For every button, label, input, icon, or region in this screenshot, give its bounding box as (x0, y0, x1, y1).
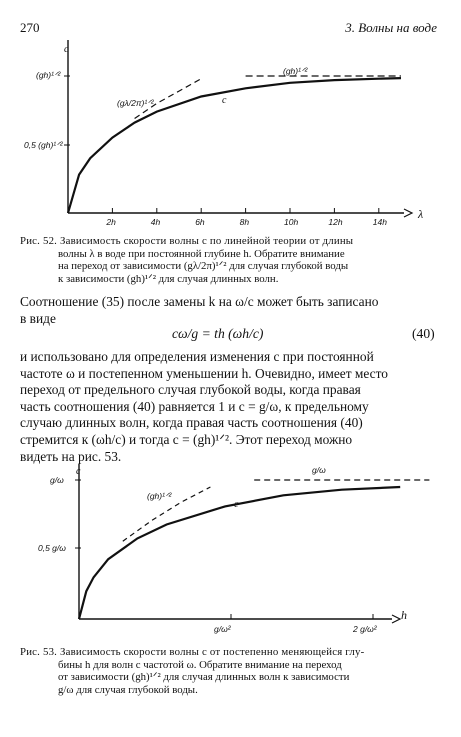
curve-c (79, 487, 400, 619)
x-tick-label: 2h (106, 217, 116, 227)
caption-line: Рис. 52. Зависимость скорости волны c по линейной теории от длины (20, 235, 354, 247)
caption-line: Рис. 53. Зависимость скорости волны c от постепенно меняющейся глу- (20, 646, 365, 658)
f52-x-axis-label: λ (418, 207, 424, 221)
x-tick-label: 6h (195, 217, 205, 227)
f53-label-deep: g/ω (312, 465, 326, 475)
section-title: 3. Волны на воде (345, 20, 437, 35)
f53-label-c: c (234, 499, 239, 510)
f53-label-shallow: (gh)¹ᐟ² (147, 491, 172, 501)
x-axis-arrow (392, 615, 400, 623)
f52-y-axis-label: c (64, 44, 69, 55)
x-tick-label: 12h (328, 217, 343, 227)
text-line: видеть на рис. 53. (20, 448, 122, 464)
f52-label-shallow: (gh)¹ᐟ² (283, 66, 308, 76)
f53-y-axis-label: c (76, 466, 81, 477)
caption-line: бины h для волн с частотой ω. Обратите внимание на переход (58, 658, 342, 671)
x-tick-label: 8h (239, 217, 250, 227)
f52-label-deep: (gλ/2π)¹ᐟ² (117, 98, 154, 108)
text-line: Соотношение (35) после замены k на ω/c может быть записано (20, 294, 379, 309)
f52-y-tick-label-05: 0,5 (gh)¹ᐟ² (24, 140, 63, 150)
f53-y-tick-label-05: 0,5 g/ω (38, 543, 66, 553)
equation-40: cω/g = th (ωh/c) (172, 326, 264, 341)
text-line: и использовано для определения изменения c при постоянной (20, 349, 374, 364)
equation-number: (40) (412, 326, 435, 341)
x-tick-label: 14h (372, 217, 387, 227)
x-tick-label: 4h (150, 217, 161, 227)
f53-x-tick-label-1: g/ω² (214, 624, 231, 634)
text-line: переход от предельного случая глубокой воды, когда правая (20, 382, 361, 398)
figure-53-caption (20, 646, 440, 696)
f52-y-tick-label-1: (gh)¹ᐟ² (36, 70, 61, 80)
caption-line: волны λ в воде при постоянной глубине h. Обратите внимание (58, 247, 345, 260)
f53-x-axis-label: h (401, 608, 407, 622)
text-line: часть соотношения (40) равняется 1 и c = g/ω, к предельному (20, 398, 369, 414)
text-line: случаю длинных волн, когда правая часть соотношения (40) (20, 415, 363, 431)
caption-line: на переход от зависимости (gλ/2π)¹ᐟ² для случая глубокой воды (58, 260, 349, 273)
text-line: стремится к (ωh/c) и тогда c = (gh)¹ᐟ². Этот переход можно (20, 431, 353, 447)
f53-y-tick-label-1: g/ω (50, 475, 64, 485)
caption-line: к зависимости (gh)¹ᐟ² для случая длинных волн. (58, 272, 279, 285)
text-line: частоте ω и постепенном уменьшении h. Очевидно, имеет место (20, 365, 388, 381)
caption-line: от зависимости (gh)¹ᐟ² для случая длинных волн к зависимости (58, 671, 350, 684)
page-number: 270 (20, 20, 40, 35)
text-line: в виде (20, 310, 56, 326)
f53-x-tick-label-2: 2 g/ω² (353, 624, 377, 634)
x-tick-label: 10h (284, 217, 299, 227)
f52-label-c: c (222, 95, 227, 106)
caption-line: g/ω для случая глубокой воды. (58, 683, 198, 696)
